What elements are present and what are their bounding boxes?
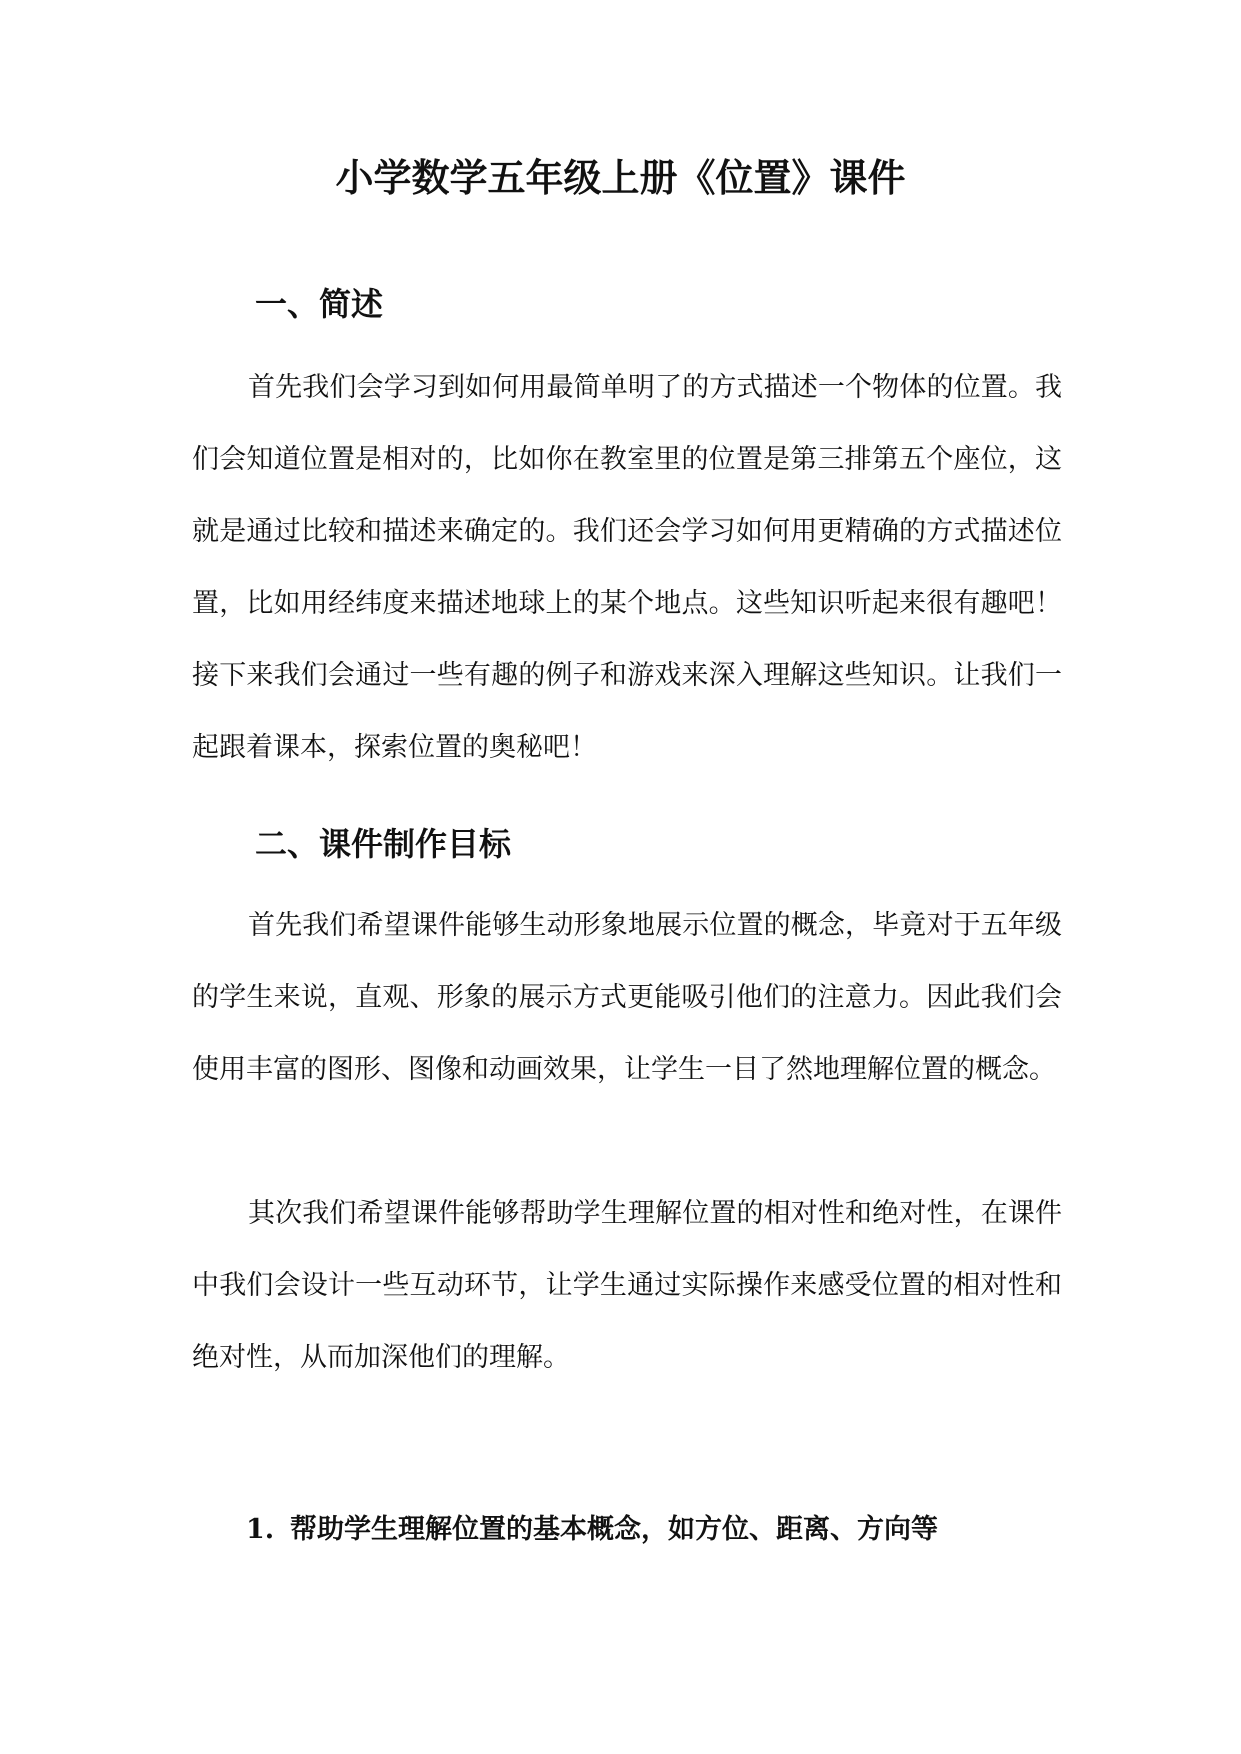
document-title: 小学数学五年级上册《位置》课件 xyxy=(335,155,906,200)
paragraph-goals-2: 其次我们希望课件能够帮助学生理解位置的相对性和绝对性，在课件中我们会设计一些互动环节，让学生通过实际操作来感受位置的相对性和绝对性，从而加深他们的理解。 xyxy=(192,1198,1062,1373)
paragraph-overview: 首先我们会学习到如何用最简单明了的方式描述一个物体的位置。我们会知道位置是相对的，比如你在教室里的位置是第三排第五个座位，这就是通过比较和描述来确定的。我们还会学习如何用更精确的方式描述位置，比如用经纬度来描述地球上的某个地点。这些知识听起来很有趣吧！接下来我们会通过一些有趣的例子和游戏来深入理解这些知识。让我们一起跟着课本，探索位置的奥秘吧！ xyxy=(192,372,1062,763)
section-heading-goals: 二、课件制作目标 xyxy=(255,825,512,863)
list-item xyxy=(246,1508,938,1552)
paragraph-goals-1: 首先我们希望课件能够生动形象地展示位置的概念，毕竟对于五年级的学生来说，直观、形象的展示方式更能吸引他们的注意力。因此我们会使用丰富的图形、图像和动画效果，让学生一目了然地理解位置的概念。 xyxy=(192,910,1062,1085)
list-item-number: 1. xyxy=(246,1514,275,1545)
list-item-text: 帮助学生理解位置的基本概念，如方位、距离、方向等 xyxy=(290,1514,938,1545)
section-heading-overview: 一、简述 xyxy=(255,285,384,323)
